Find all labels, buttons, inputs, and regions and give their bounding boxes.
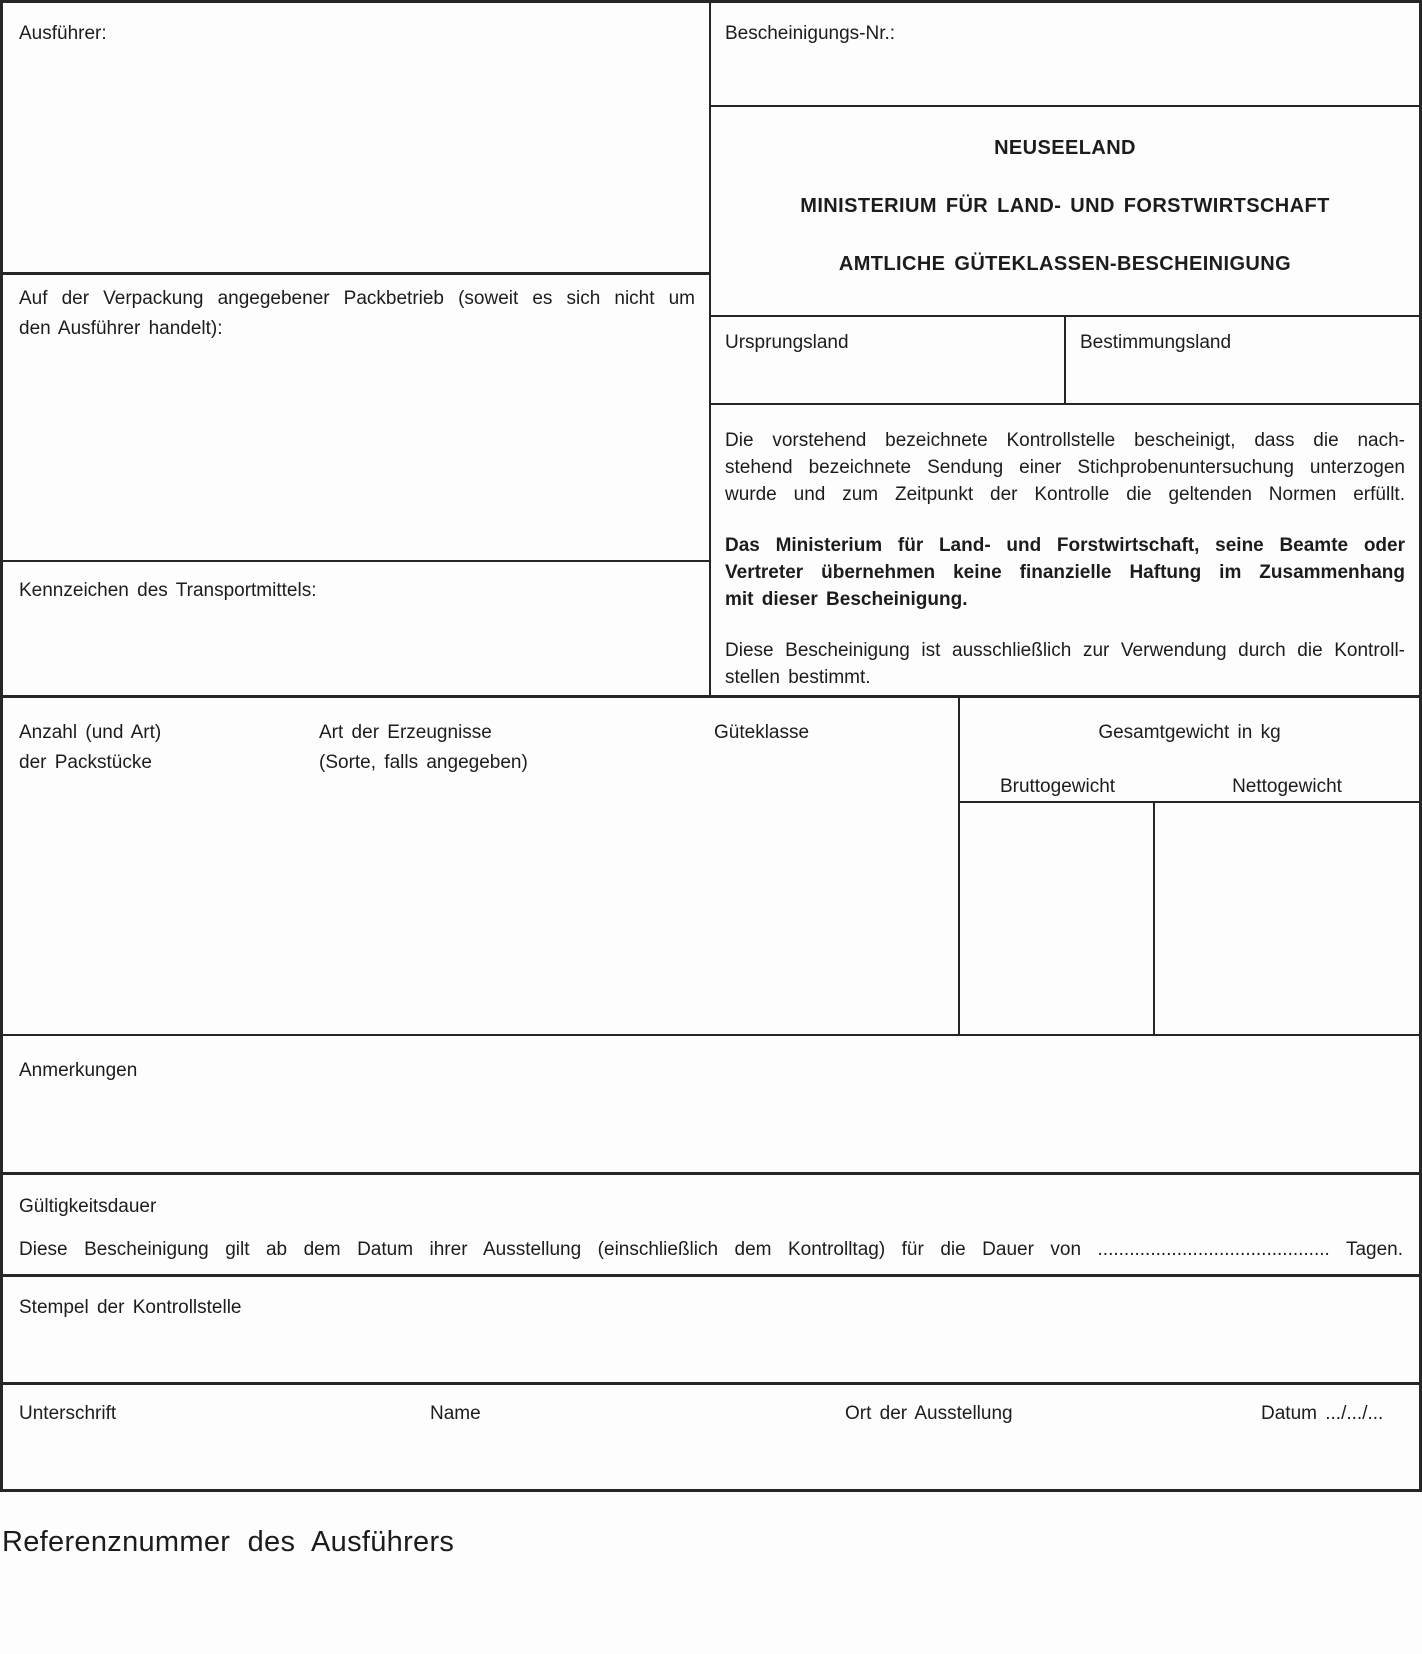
gross-weight-cell <box>960 803 1155 1036</box>
remarks-label: Anmerkungen <box>19 1060 138 1081</box>
stamp-cell <box>3 1277 1419 1385</box>
net-weight-cell <box>1155 803 1419 1036</box>
transport-cell <box>3 562 711 698</box>
products-column-label: Art der Erzeugnisse (Sorte, falls angegeben) <box>319 722 528 773</box>
products-cell <box>3 698 960 1036</box>
country-title: NEUSEELAND <box>994 137 1136 159</box>
packer-label-line2: den Ausführer handelt): <box>19 318 223 339</box>
validity-sentence: Diese Bescheinigung gilt ab dem Datum ihrer Ausstellung (einschließlich dem Kontrolltag) für die Dauer von ............................................ Tagen. <box>19 1239 1403 1260</box>
date-label: Datum .../.../... <box>1261 1403 1384 1424</box>
packer-label-line1: Auf der Verpackung angegebener Packbetrieb (soweit es sich nicht um <box>19 288 695 309</box>
destination-country-cell <box>1066 317 1419 405</box>
certification-statement-cell <box>711 405 1419 698</box>
exporter-reference-label: Referenznummer des Ausführers <box>2 1526 455 1558</box>
packages-column-label: Anzahl (und Art) der Packstücke <box>19 722 162 773</box>
origin-country-cell <box>711 317 1066 405</box>
grade-column-label: Güteklasse <box>714 722 810 743</box>
certificate-number-label: Bescheinigungs-Nr.: <box>725 23 896 44</box>
usage-paragraph: Diese Bescheinigung ist ausschließlich zur Verwendung durch die Kontroll- stellen bestimmt. <box>725 640 1405 688</box>
exporter-cell <box>3 3 711 275</box>
name-label: Name <box>430 1403 481 1424</box>
title-header-cell <box>711 107 1419 317</box>
transport-label: Kennzeichen des Transportmittels: <box>19 580 317 601</box>
stamp-label: Stempel der Kontrollstelle <box>19 1297 242 1318</box>
gross-weight-label: Bruttogewicht <box>999 776 1116 797</box>
validity-cell <box>3 1175 1419 1277</box>
exporter-label: Ausführer: <box>19 23 107 44</box>
ministry-title: MINISTERIUM FÜR LAND- UND FORSTWIRTSCHAFT <box>800 195 1330 217</box>
validity-label: Gültigkeitsdauer <box>19 1196 157 1217</box>
inspection-paragraph: Die vorstehend bezeichnete Kontrollstelle bescheinigt, dass die nach- stehend bezeichnete Sendung einer Stichprobenuntersuchung unterzogen wurde und zum Zeitpunkt der Kontrolle die geltenden Normen erfüllt. <box>725 430 1405 505</box>
total-weight-header-cell <box>960 698 1419 803</box>
weight-sublabels <box>960 776 1419 798</box>
signature-row <box>3 1385 1419 1489</box>
signature-label: Unterschrift <box>19 1403 117 1424</box>
certificate-number-cell <box>711 3 1419 107</box>
remarks-cell <box>3 1036 1419 1175</box>
packer-cell <box>3 275 711 562</box>
place-of-issue-label: Ort der Ausstellung <box>845 1403 1013 1424</box>
certificate-title: AMTLICHE GÜTEKLASSEN-BESCHEINIGUNG <box>838 253 1292 275</box>
total-weight-label: Gesamtgewicht in kg <box>1098 722 1281 743</box>
liability-paragraph: Das Ministerium für Land- und Forstwirtschaft, seine Beamte oder Vertreter übernehmen keine finanzielle Haftung im Zusammenhang mit dieser Bescheinigung. <box>725 535 1405 610</box>
net-weight-label: Nettogewicht <box>1232 776 1342 797</box>
origin-country-label: Ursprungsland <box>725 332 849 353</box>
destination-country-label: Bestimmungsland <box>1080 332 1232 353</box>
